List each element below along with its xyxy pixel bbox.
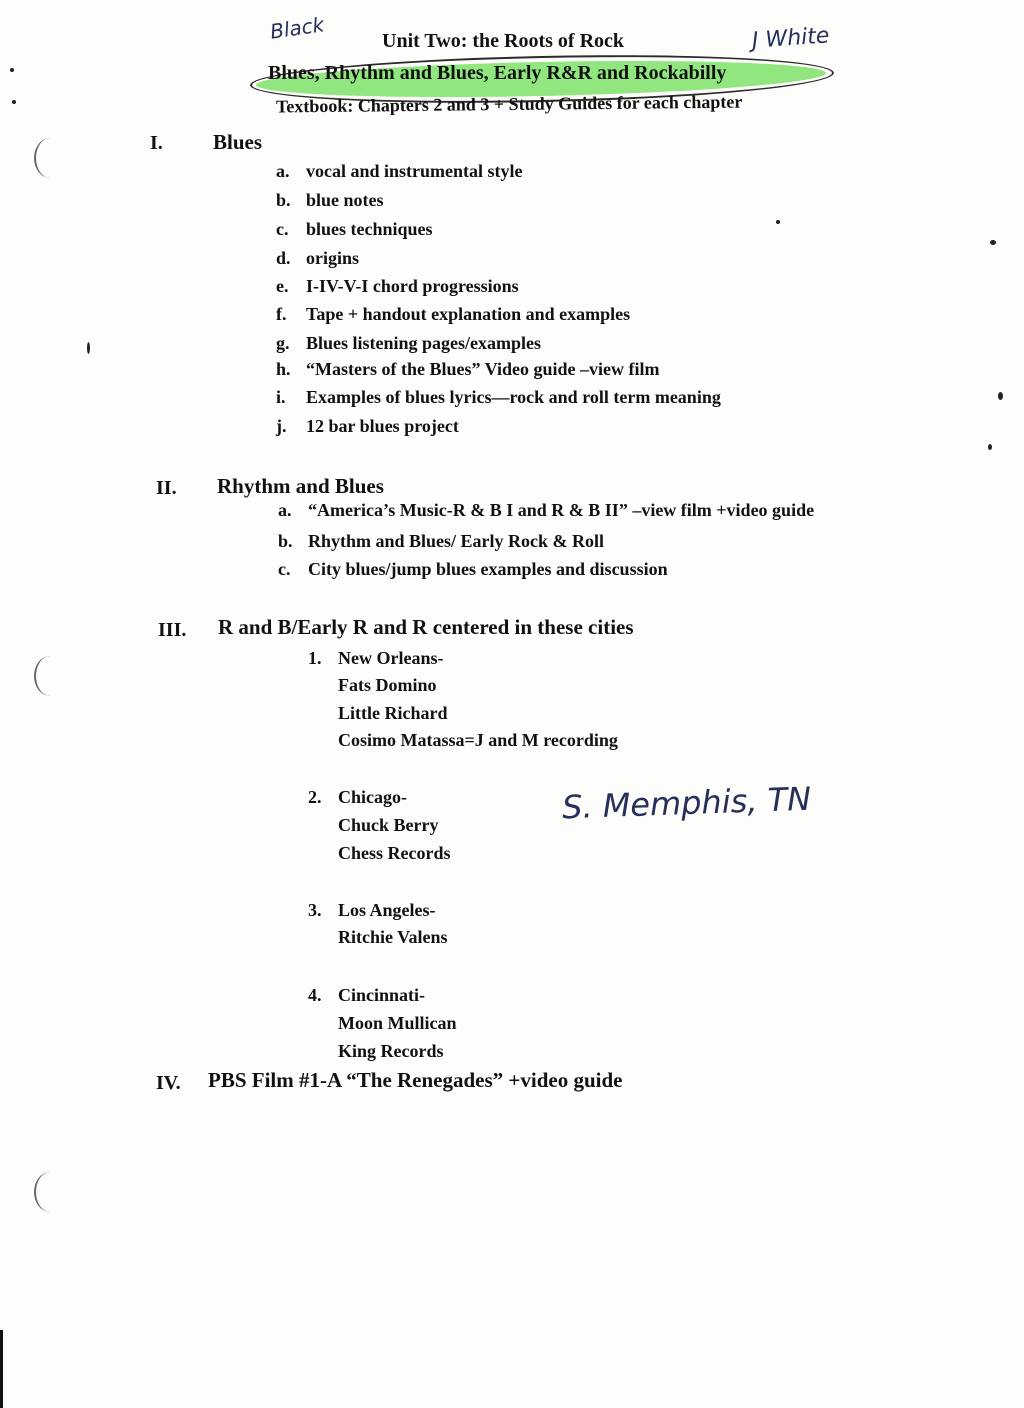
speck (10, 68, 14, 72)
item-label: c. (278, 559, 291, 579)
item-label: f. (276, 304, 287, 324)
list-item (276, 416, 459, 437)
item-text: vocal and instrumental style (306, 161, 523, 181)
list-item (276, 276, 519, 297)
binder-hole-middle (34, 656, 66, 696)
item-text: “Masters of the Blues” Video guide –view film (306, 359, 660, 379)
section-3-number: III. (158, 619, 187, 641)
item-text: Blues listening pages/examples (306, 333, 542, 353)
item-text: “America’s Music-R & B I and R & B II” –view film +video guide (308, 500, 815, 520)
city-name: New Orleans- (338, 648, 444, 668)
city-entry: Little Richard (338, 703, 448, 723)
item-label: a. (276, 161, 290, 181)
speck (12, 100, 16, 104)
item-label: i. (276, 387, 286, 407)
city-entry: Cosimo Matassa=J and M recording (338, 730, 618, 750)
section-2-title: Rhythm and Blues (217, 474, 384, 498)
list-item (276, 248, 359, 269)
list-item (278, 559, 668, 580)
speck (990, 240, 996, 245)
city-entry: Fats Domino (338, 675, 437, 695)
city-entry: Chuck Berry (338, 815, 439, 835)
city-number: 4. (308, 985, 322, 1005)
section-2-number: II. (156, 477, 177, 499)
list-item (276, 190, 384, 211)
scan-edge (0, 1330, 3, 1408)
item-text: blues techniques (306, 219, 433, 239)
item-text: I-IV-V-I chord progressions (306, 276, 519, 296)
city-entry: King Records (338, 1041, 444, 1061)
city-name: Cincinnati- (338, 985, 426, 1005)
binder-hole-top (34, 138, 66, 178)
list-item (278, 531, 604, 552)
item-text: blue notes (306, 190, 384, 210)
item-text: Tape + handout explanation and examples (306, 304, 631, 324)
list-item (276, 304, 630, 325)
handwritten-note-top-right: J White (751, 23, 831, 54)
speck (87, 342, 90, 354)
item-label: a. (278, 500, 292, 520)
item-label: d. (276, 248, 291, 268)
item-label: e. (276, 276, 289, 296)
item-text: origins (306, 248, 360, 268)
speck (998, 392, 1003, 400)
handwritten-note-memphis: S. Memphis, TN (561, 779, 812, 827)
handwritten-note-top-left: Black (268, 12, 326, 44)
list-item (276, 387, 721, 408)
textbook-note: Textbook: Chapters 2 and 3 + Study Guides for each chapter (275, 91, 743, 117)
city-name: Chicago- (338, 787, 407, 807)
item-label: h. (276, 359, 291, 379)
item-label: c. (276, 219, 289, 239)
list-item (278, 500, 814, 521)
section-3-title: R and B/Early R and R centered in these cities (218, 615, 634, 639)
list-item (276, 333, 541, 354)
section-1-title: Blues (213, 130, 263, 154)
section-4-number: IV. (156, 1072, 181, 1094)
binder-hole-bottom (34, 1172, 66, 1212)
city-entry: Chess Records (338, 843, 451, 863)
list-item (276, 161, 523, 182)
speck (776, 220, 780, 224)
page-subtitle: Blues, Rhythm and Blues, Early R&R and Rockabilly (268, 62, 727, 84)
city-name: Los Angeles- (338, 900, 436, 920)
list-item (276, 359, 659, 380)
city-entry: Ritchie Valens (338, 927, 448, 947)
section-1-number: I. (150, 132, 163, 154)
page-title: Unit Two: the Roots of Rock (382, 30, 625, 52)
city-entry: Moon Mullican (338, 1013, 457, 1033)
item-label: j. (276, 416, 287, 436)
item-label: g. (276, 333, 290, 353)
city-number: 3. (308, 900, 322, 920)
city-number: 1. (308, 648, 322, 668)
item-text: City blues/jump blues examples and discussion (308, 559, 668, 579)
speck (988, 444, 992, 450)
item-label: b. (276, 190, 291, 210)
section-4-title: PBS Film #1-A “The Renegades” +video guide (208, 1068, 623, 1092)
item-text: Rhythm and Blues/ Early Rock & Roll (308, 531, 605, 551)
item-label: b. (278, 531, 293, 551)
item-text: Examples of blues lyrics—rock and roll term meaning (306, 387, 721, 407)
item-text: 12 bar blues project (306, 416, 459, 436)
city-number: 2. (308, 787, 322, 807)
list-item (276, 219, 433, 240)
